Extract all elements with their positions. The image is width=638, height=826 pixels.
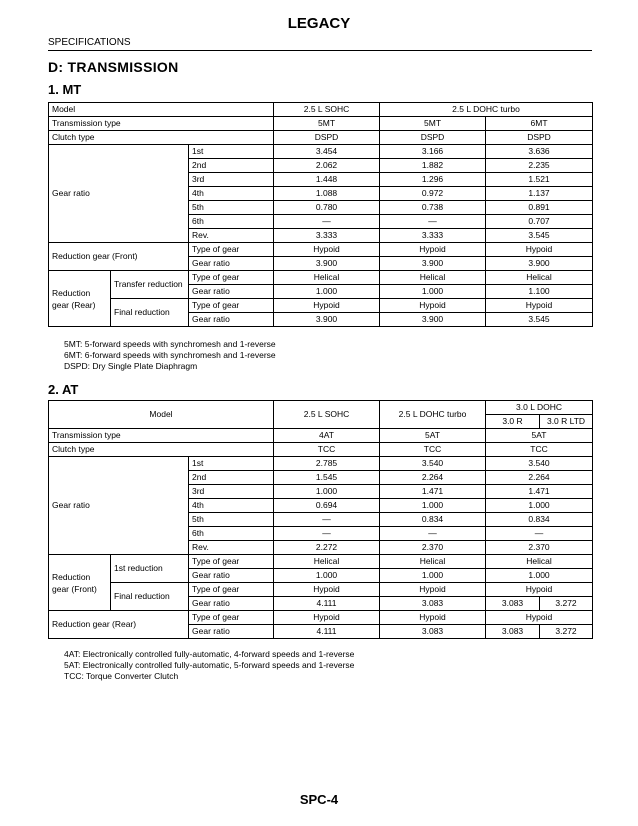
table-cell: 2.785 xyxy=(274,457,380,471)
model-sohc: 2.5 L SOHC xyxy=(274,103,380,117)
table-cell: Helical xyxy=(380,271,486,285)
table-row xyxy=(49,243,593,257)
table-cell: Hypoid xyxy=(380,583,486,597)
row-label: Type of gear xyxy=(189,611,274,625)
table-cell: 0.738 xyxy=(380,201,486,215)
table-cell: 4AT xyxy=(274,429,380,443)
table-cell: Hypoid xyxy=(486,583,593,597)
table-row xyxy=(49,299,593,313)
gear-name: Rev. xyxy=(189,229,274,243)
rg-rear-label: Reduction gear (Rear) xyxy=(49,611,189,639)
row-label: Type of gear xyxy=(189,555,274,569)
table-cell: 5AT xyxy=(380,429,486,443)
table-cell: 3.636 xyxy=(486,145,593,159)
table-cell: TCC xyxy=(274,443,380,457)
table-cell: 3.083 xyxy=(380,597,486,611)
table-row xyxy=(49,443,593,457)
table-cell: 1.000 xyxy=(274,485,380,499)
table-cell: 3.333 xyxy=(380,229,486,243)
table-cell: 0.780 xyxy=(274,201,380,215)
table-cell: DSPD xyxy=(274,131,380,145)
table-cell: 2.272 xyxy=(274,541,380,555)
model-30r-ltd: 3.0 R LTD xyxy=(540,415,593,429)
note-line: 6MT: 6-forward speeds with synchromesh and 1-reverse xyxy=(64,350,276,360)
gear-name: 2nd xyxy=(189,159,274,173)
final-label: Final reduction xyxy=(111,583,189,611)
table-cell: 3.900 xyxy=(486,257,593,271)
page-number: SPC-4 xyxy=(299,792,339,807)
table-cell: Hypoid xyxy=(380,299,486,313)
model-label: Model xyxy=(49,401,274,429)
table-cell: 3.540 xyxy=(380,457,486,471)
header-divider xyxy=(48,50,592,51)
table-cell: 1.448 xyxy=(274,173,380,187)
table-cell: 3.900 xyxy=(274,257,380,271)
gear-name: 1st xyxy=(189,457,274,471)
table-cell: 1.100 xyxy=(486,285,593,299)
gear-name: 6th xyxy=(189,527,274,541)
final-label: Final reduction xyxy=(111,299,189,327)
table-cell: Helical xyxy=(274,555,380,569)
table-cell: 2.062 xyxy=(274,159,380,173)
table-cell: 3.900 xyxy=(274,313,380,327)
row-label: Gear ratio xyxy=(189,597,274,611)
table-cell: 1.521 xyxy=(486,173,593,187)
table-cell: 2.264 xyxy=(486,471,593,485)
clutch-label: Clutch type xyxy=(49,131,274,145)
table-cell: 3.083 xyxy=(486,625,540,639)
table-cell: 4.111 xyxy=(274,625,380,639)
note-line: TCC: Torque Converter Clutch xyxy=(64,671,179,681)
mt-spec-table xyxy=(48,102,593,327)
table-cell: Hypoid xyxy=(380,243,486,257)
table-row xyxy=(49,401,593,415)
model-dohc: 2.5 L DOHC turbo xyxy=(380,401,486,429)
table-cell: Helical xyxy=(486,271,593,285)
table-row xyxy=(49,117,593,131)
model-label: Model xyxy=(49,103,274,117)
table-cell: 0.694 xyxy=(274,499,380,513)
table-row xyxy=(49,271,593,285)
table-cell: 3.272 xyxy=(540,597,593,611)
table-row xyxy=(49,103,593,117)
table-cell: Helical xyxy=(380,555,486,569)
table-cell: 0.707 xyxy=(486,215,593,229)
table-cell: — xyxy=(274,527,380,541)
model-30r: 3.0 R xyxy=(486,415,540,429)
gear-name: 5th xyxy=(189,513,274,527)
at-notes xyxy=(64,649,354,682)
table-cell: 0.891 xyxy=(486,201,593,215)
table-cell: 2.235 xyxy=(486,159,593,173)
clutch-label: Clutch type xyxy=(49,443,274,457)
first-reduction-label: 1st reduction xyxy=(111,555,189,583)
gear-name: 3rd xyxy=(189,485,274,499)
row-label: Gear ratio xyxy=(189,625,274,639)
table-cell: 1.000 xyxy=(274,285,380,299)
table-cell: 1.137 xyxy=(486,187,593,201)
note-line: 4AT: Electronically controlled fully-automatic, 4-forward speeds and 1-reverse xyxy=(64,649,355,659)
table-cell: 5MT xyxy=(380,117,486,131)
table-cell: 1.000 xyxy=(274,569,380,583)
table-cell: 1.296 xyxy=(380,173,486,187)
table-cell: 3.166 xyxy=(380,145,486,159)
table-cell: — xyxy=(380,527,486,541)
table-cell: — xyxy=(274,513,380,527)
table-cell: 3.083 xyxy=(380,625,486,639)
trans-label: Transmission type xyxy=(49,117,274,131)
table-cell: 1.000 xyxy=(486,499,593,513)
model-30: 3.0 L DOHC xyxy=(486,401,593,415)
table-cell: 1.000 xyxy=(380,285,486,299)
table-cell: 6MT xyxy=(486,117,593,131)
table-cell: 2.370 xyxy=(380,541,486,555)
table-cell: 3.333 xyxy=(274,229,380,243)
table-cell: 1.545 xyxy=(274,471,380,485)
table-cell: 1.000 xyxy=(380,499,486,513)
model-sohc: 2.5 L SOHC xyxy=(274,401,380,429)
table-row xyxy=(49,457,593,471)
at-spec-table xyxy=(48,400,593,639)
table-cell: 1.471 xyxy=(486,485,593,499)
table-cell: 0.834 xyxy=(486,513,593,527)
row-label: Gear ratio xyxy=(189,313,274,327)
table-cell: — xyxy=(274,215,380,229)
table-cell: 5AT xyxy=(486,429,593,443)
table-cell: Hypoid xyxy=(486,299,593,313)
table-cell: 1.088 xyxy=(274,187,380,201)
gear-name: 6th xyxy=(189,215,274,229)
table-cell: Hypoid xyxy=(274,583,380,597)
table-cell: Hypoid xyxy=(274,243,380,257)
table-cell: 0.834 xyxy=(380,513,486,527)
table-cell: Hypoid xyxy=(380,611,486,625)
table-row xyxy=(49,583,593,597)
header-section-label: SPECIFICATIONS xyxy=(48,37,131,48)
table-cell: 1.471 xyxy=(380,485,486,499)
row-label: Type of gear xyxy=(189,299,274,313)
table-cell: Hypoid xyxy=(486,243,593,257)
page-header-title: LEGACY xyxy=(287,15,351,32)
gear-name: Rev. xyxy=(189,541,274,555)
rg-front-label: Reduction gear (Front) xyxy=(49,555,111,611)
rg-rear-label: Reduction gear (Rear) xyxy=(49,271,111,327)
table-row xyxy=(49,145,593,159)
table-row xyxy=(49,131,593,145)
gear-name: 4th xyxy=(189,187,274,201)
gear-ratio-label: Gear ratio xyxy=(49,457,189,555)
row-label: Gear ratio xyxy=(189,257,274,271)
table-cell: 3.272 xyxy=(540,625,593,639)
table-cell: Hypoid xyxy=(274,611,380,625)
table-cell: Helical xyxy=(274,271,380,285)
table-cell: DSPD xyxy=(380,131,486,145)
note-line: 5AT: Electronically controlled fully-automatic, 5-forward speeds and 1-reverse xyxy=(64,660,355,670)
table-cell: 0.972 xyxy=(380,187,486,201)
row-label: Type of gear xyxy=(189,243,274,257)
table-cell: 3.083 xyxy=(486,597,540,611)
row-label: Gear ratio xyxy=(189,285,274,299)
table-cell: TCC xyxy=(486,443,593,457)
row-label: Type of gear xyxy=(189,583,274,597)
row-label: Type of gear xyxy=(189,271,274,285)
mt-notes xyxy=(64,339,276,372)
table-cell: 3.545 xyxy=(486,229,593,243)
note-line: 5MT: 5-forward speeds with synchromesh and 1-reverse xyxy=(64,339,276,349)
at-subsection-title: 2. AT xyxy=(48,382,79,397)
table-cell: Hypoid xyxy=(274,299,380,313)
rg-front-label: Reduction gear (Front) xyxy=(49,243,189,271)
table-cell: 3.454 xyxy=(274,145,380,159)
table-cell: 4.111 xyxy=(274,597,380,611)
gear-name: 4th xyxy=(189,499,274,513)
table-cell: 2.264 xyxy=(380,471,486,485)
gear-ratio-label: Gear ratio xyxy=(49,145,189,243)
transfer-label: Transfer reduction xyxy=(111,271,189,299)
table-cell: DSPD xyxy=(486,131,593,145)
trans-label: Transmission type xyxy=(49,429,274,443)
gear-name: 5th xyxy=(189,201,274,215)
table-cell: — xyxy=(486,527,593,541)
table-cell: 3.900 xyxy=(380,313,486,327)
table-row xyxy=(49,611,593,625)
table-cell: 3.545 xyxy=(486,313,593,327)
table-cell: 3.900 xyxy=(380,257,486,271)
section-title: D: TRANSMISSION xyxy=(48,59,179,75)
model-dohc: 2.5 L DOHC turbo xyxy=(380,103,593,117)
gear-name: 2nd xyxy=(189,471,274,485)
table-cell: TCC xyxy=(380,443,486,457)
note-line: DSPD: Dry Single Plate Diaphragm xyxy=(64,361,198,371)
table-cell: Helical xyxy=(486,555,593,569)
table-cell: 2.370 xyxy=(486,541,593,555)
gear-name: 1st xyxy=(189,145,274,159)
table-cell: 5MT xyxy=(274,117,380,131)
table-cell: 1.882 xyxy=(380,159,486,173)
table-row xyxy=(49,555,593,569)
table-cell: 1.000 xyxy=(380,569,486,583)
table-cell: 1.000 xyxy=(486,569,593,583)
table-cell: Hypoid xyxy=(486,611,593,625)
row-label: Gear ratio xyxy=(189,569,274,583)
table-cell: — xyxy=(380,215,486,229)
gear-name: 3rd xyxy=(189,173,274,187)
mt-subsection-title: 1. MT xyxy=(48,82,82,97)
table-cell: 3.540 xyxy=(486,457,593,471)
table-row xyxy=(49,429,593,443)
